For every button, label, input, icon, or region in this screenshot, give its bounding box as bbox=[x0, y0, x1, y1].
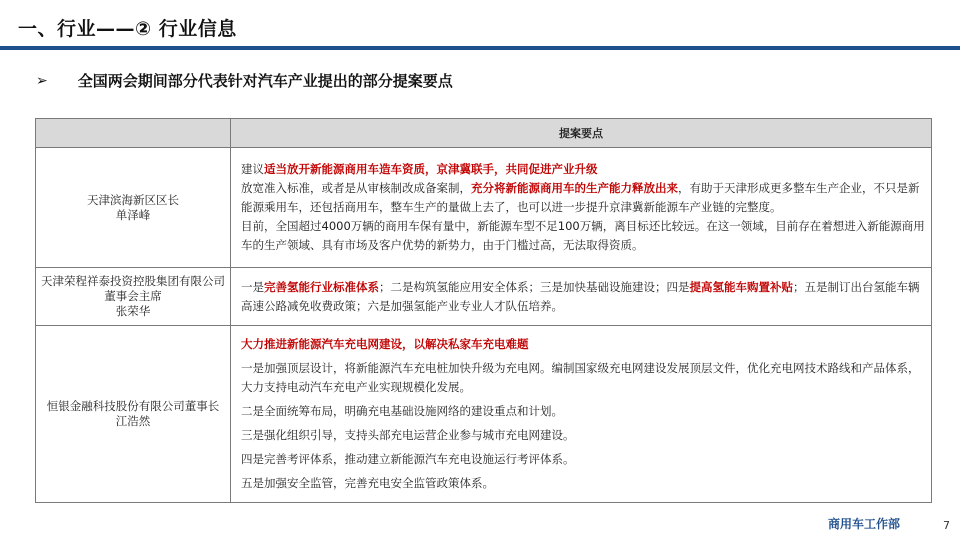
table-row bbox=[36, 326, 932, 503]
proposal-highlight: 完善氢能行业标准体系 bbox=[264, 279, 379, 294]
representative-cell bbox=[36, 326, 231, 503]
page-number: 7 bbox=[943, 519, 950, 532]
proposal-text: ；二是构筑氢能应用安全体系；三是加快基础设施建设；四是 bbox=[379, 279, 690, 294]
table-row bbox=[36, 268, 932, 326]
table-header-row bbox=[36, 119, 932, 148]
representative-cell bbox=[36, 268, 231, 326]
representative-title: 恒银金融科技股份有限公司董事长 bbox=[46, 399, 220, 413]
representative-cell bbox=[36, 148, 231, 268]
table-row bbox=[36, 148, 932, 268]
table-header-corner bbox=[36, 119, 231, 148]
proposal-item: 四是完善考评体系，推动建立新能源汽车充电设施运行考评体系。 bbox=[241, 452, 575, 466]
proposal-text: 放宽准入标准，或者是从审核制改成备案制， bbox=[241, 181, 471, 195]
proposal-heading: 大力推进新能源汽车充电网建设，以解决私家车充电难题 bbox=[241, 337, 529, 351]
proposal-highlight: 适当放开新能源商用车造车资质，京津冀联手，共同促进产业升级 bbox=[264, 162, 598, 176]
proposal-text: ，有助于天津形成更多整车生产企业，不只是新能源乘用车，还包括商用车，整车生产的量做上去了，也可以进一步提升京津冀新能源车产业链的完整度。 bbox=[241, 181, 920, 214]
proposal-text: ；五是制订出台氢能车辆高速公路减免收费政策；六是加强氢能产业专业人才队伍培养。 bbox=[241, 279, 920, 313]
proposal-highlight: 充分将新能源商用车的生产能力释放出来 bbox=[471, 181, 678, 195]
proposal-item: 一是加强顶层设计，将新能源汽车充电桩加快升级为充电网。编制国家级充电网建设发展顶层文件，优化充电网技术路线和产品体系，大力支持电动汽车充电产业实现规模化发展。 bbox=[241, 361, 920, 394]
page-title: 一、行业——② 行业信息 bbox=[18, 18, 237, 40]
proposal-cell bbox=[231, 268, 932, 326]
proposal-text: 目前，全国超过4000万辆的商用车保有量中，新能源车型不足100万辆，离目标还比较远。在这一领域，目前存在着想进入新能源商用车的生产领域、具有市场及客户优势的新势力，由于门槛过高，无法取得资质。 bbox=[241, 219, 925, 252]
proposal-item: 五是加强安全监管，完善充电安全监管政策体系。 bbox=[241, 476, 494, 490]
representative-name: 江浩然 bbox=[115, 414, 151, 428]
representative-name: 张荣华 bbox=[115, 304, 151, 318]
section-heading bbox=[36, 70, 453, 91]
table-col-header: 提案要点 bbox=[231, 119, 932, 148]
proposal-cell bbox=[231, 148, 932, 268]
title-divider bbox=[0, 46, 960, 50]
proposal-highlight: 提高氢能车购置补贴 bbox=[689, 279, 793, 294]
footer-department: 商用车工作部 bbox=[827, 517, 900, 531]
representative-title: 天津荣程祥泰投资控股集团有限公司董事会主席 bbox=[41, 274, 225, 303]
representative-title: 天津滨海新区区长 bbox=[87, 192, 179, 207]
proposal-table bbox=[35, 118, 932, 503]
proposal-item: 二是全面统筹布局，明确充电基础设施网络的建设重点和计划。 bbox=[241, 404, 563, 418]
proposal-cell bbox=[231, 326, 932, 503]
section-heading-text: 全国两会期间部分代表针对汽车产业提出的部分提案要点 bbox=[77, 72, 453, 90]
proposal-text: 一是 bbox=[241, 279, 264, 294]
arrow-bullet-icon: ➢ bbox=[36, 72, 48, 89]
proposal-item: 三是强化组织引导，支持头部充电运营企业参与城市充电网建设。 bbox=[241, 428, 575, 442]
proposal-text: 建议 bbox=[241, 162, 264, 176]
representative-name: 单泽峰 bbox=[115, 207, 151, 222]
